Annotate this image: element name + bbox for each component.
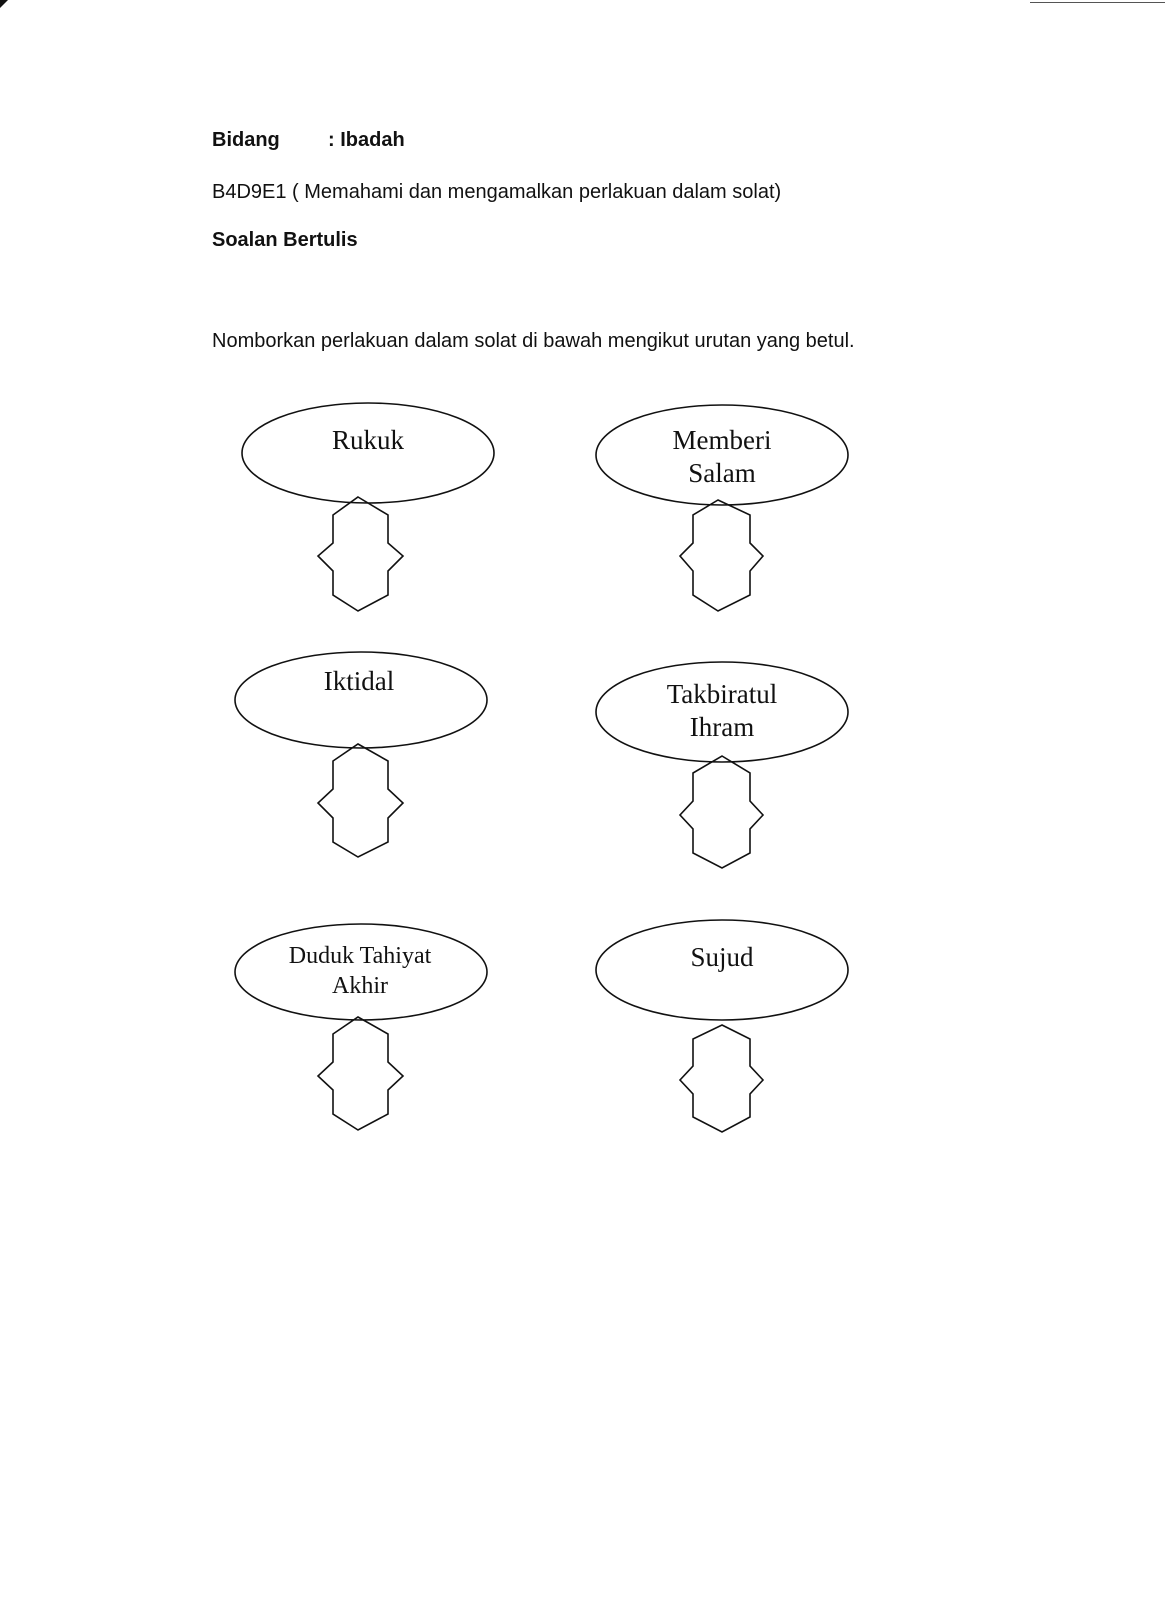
item-label: Duduk Tahiyat bbox=[288, 943, 432, 969]
item-label: Rukuk bbox=[331, 425, 405, 455]
item-label: Takbiratul bbox=[666, 679, 778, 709]
item-label: Memberi bbox=[672, 425, 772, 455]
oval-memberi-salam bbox=[596, 405, 848, 505]
section-title: Soalan Bertulis bbox=[212, 229, 358, 251]
instruction-text: Nomborkan perlakuan dalam solat di bawah mengikut urutan yang betul. bbox=[212, 330, 855, 352]
item-label: Akhir bbox=[332, 973, 388, 999]
item-label: Salam bbox=[688, 458, 756, 488]
item-label: Sujud bbox=[690, 942, 754, 972]
standard-code-line: B4D9E1 ( Memahami dan mengamalkan perlakuan dalam solat) bbox=[212, 181, 782, 203]
field-value: : Ibadah bbox=[328, 129, 405, 151]
number-star-rukuk[interactable] bbox=[318, 497, 403, 611]
number-star-iktidal[interactable] bbox=[318, 744, 403, 857]
number-star-duduk-tahiyat-akhir[interactable] bbox=[318, 1017, 403, 1130]
number-star-takbiratul-ihram[interactable] bbox=[680, 756, 763, 868]
item-label: Iktidal bbox=[323, 666, 395, 696]
field-label: Bidang bbox=[212, 129, 280, 151]
number-star-sujud[interactable] bbox=[680, 1025, 763, 1132]
number-star-memberi-salam[interactable] bbox=[680, 500, 763, 611]
item-label: Ihram bbox=[689, 712, 755, 742]
oval-duduk-tahiyat-akhir bbox=[235, 924, 487, 1020]
